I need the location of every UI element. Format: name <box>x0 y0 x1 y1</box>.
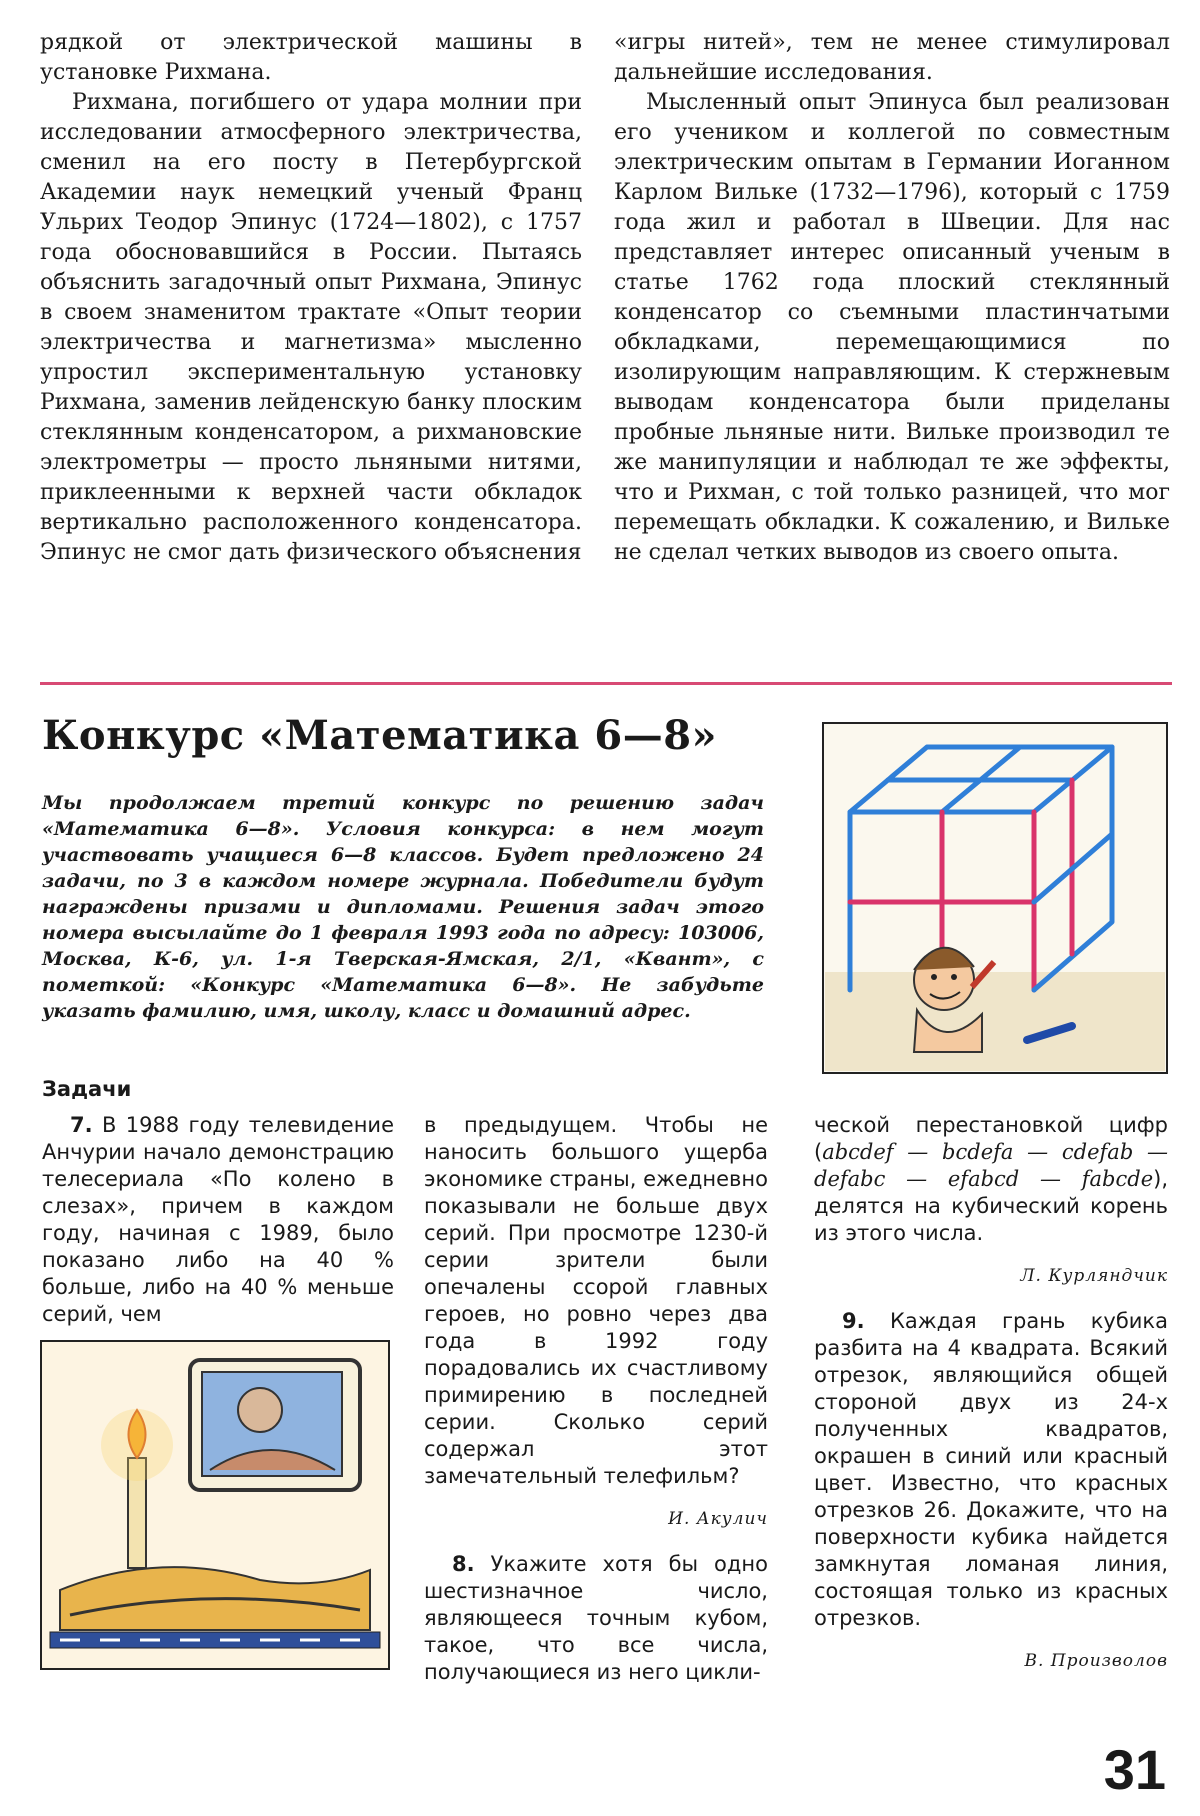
task-8-text-b2: ), делятся на кубический корень из этого числа. <box>814 1167 1168 1245</box>
task-8-formula: abcdef — bcdefa — cdefab — defabc — efabcd — fabcde <box>814 1140 1168 1191</box>
task-8 <box>424 1551 768 1686</box>
task-7-continued: в предыдущем. Чтобы не наносить большого ущерба экономике страны, ежедневно показывали не больше двух серий. При просмотре 1230-й серии зрители были опечалены ссорой главных героев, но ровно через два года в 1992 году порадовались их счастливому примирению в последней серии. Сколько серий содержал этот замечательный телефильм? <box>424 1113 768 1488</box>
task-8-text-b1: ческой перестановкой цифр ( <box>814 1113 1168 1164</box>
top-right-column <box>614 28 1170 568</box>
top-left-column <box>40 28 582 568</box>
top-left-paragraph-2: Рихмана, погибшего от удара молнии при исследовании атмосферного электричества, сменил на его посту в Петербургской Академии наук немецкий ученый Франц Ульрих Теодор Эпинус (1724—1802), с 1757 года обосновавшийся в России. Пытаясь объяснить загадочный опыт Рихмана, Эпинус в своем знаменитом трактате «Опыт теории электричества и магнетизма» мысленно упростил экспериментальную установку Рихмана, заменив лейденскую банку плоским стеклянным конденсатором, а рихмановские электрометры — просто льняными нитями, приклеенными к верхней части обкладок вертикально расположенного конденсатора. Эпинус не смог дать физического объяснения <box>40 90 582 565</box>
tasks-column-2 <box>424 1112 768 1686</box>
page-number: 31 <box>1103 1738 1166 1801</box>
task-7-author: И. Акулич <box>668 1509 768 1529</box>
tv-illustration <box>40 1340 390 1670</box>
cube-illustration <box>822 722 1168 1074</box>
task-7-text-start: В 1988 году телевидение Анчурии начало демонстрацию телесериала «По колено в слезах», причем в каждом году, начиная с 1989, было показано либо на 40 % больше, либо на 40 % меньше серий, чем <box>42 1113 394 1326</box>
top-left-paragraph-1: рядкой от электрической машины в установке Рихмана. <box>40 30 582 85</box>
task-8-continued <box>814 1112 1168 1247</box>
tasks-column-1 <box>42 1112 394 1328</box>
top-right-paragraph-2: Мысленный опыт Эпинуса был реализован его учеником и коллегой по совместным электрическим опытам в Германии Иоганном Карлом Вильке (1732—1796), который с 1759 года жил и работал в Швеции. Для нас представляет интерес описанный ученым в статье 1762 года плоский стеклянный конденсатор со съемными пластинчатыми обкладками, перемещающимися по изолирующим направляющим. К стержневым выводам конденсатора были приделаны пробные льняные нити. Вильке производил те же манипуляции и наблюдал те же эффекты, что и Рихман, с той только разницей, что мог перемещать обкладки. К сожалению, и Вильке не сделал четких выводов из своего опыта. <box>614 90 1170 565</box>
contest-intro: Мы продолжаем третий конкурс по решению задач «Математика 6—8». Условия конкурса: в нем могут участвовать учащиеся 6—8 классов. Будет предложено 24 задачи, по 3 в каждом номере журнала. Победители будут награждены призами и дипломами. Решения задач этого номера высылайте до 1 февраля 1993 года по адресу: 103006, Москва, К-6, ул. 1-я Тверская-Ямская, 2/1, «Квант», с пометкой: «Конкурс «Математика 6—8». Не забудьте указать фамилию, имя, школу, класс и домашний адрес. <box>42 792 764 1022</box>
task-8-author: Л. Курляндчик <box>1020 1266 1168 1286</box>
tasks-column-3 <box>814 1112 1168 1693</box>
contest-title: Конкурс «Математика 6—8» <box>42 712 718 759</box>
task-9-number: 9. <box>842 1309 865 1333</box>
task-9-author: В. Произволов <box>1024 1651 1168 1671</box>
task-7 <box>42 1112 394 1328</box>
task-8-number: 8. <box>452 1552 475 1576</box>
task-9 <box>814 1308 1168 1632</box>
section-divider <box>40 682 1172 685</box>
task-9-text: Каждая грань кубика разбита на 4 квадрата. Всякий отрезок, являющийся общей стороной двух из 24-х полученных квадратов, окрашен в синий или красный цвет. Известно, что красных отрезков 26. Докажите, что на поверхности кубика найдется замкнутая ломаная линия, состоящая только из красных отрезков. <box>814 1309 1168 1630</box>
task-8-text-start: Укажите хотя бы одно шестизначное число, являющееся точным кубом, такое, что все числа, получающиеся из него цикли- <box>424 1552 768 1684</box>
tasks-label: Задачи <box>42 1077 132 1101</box>
top-right-paragraph-1: «игры нитей», тем не менее стимулировал дальнейшие исследования. <box>614 30 1170 85</box>
task-7-number: 7. <box>70 1113 93 1137</box>
